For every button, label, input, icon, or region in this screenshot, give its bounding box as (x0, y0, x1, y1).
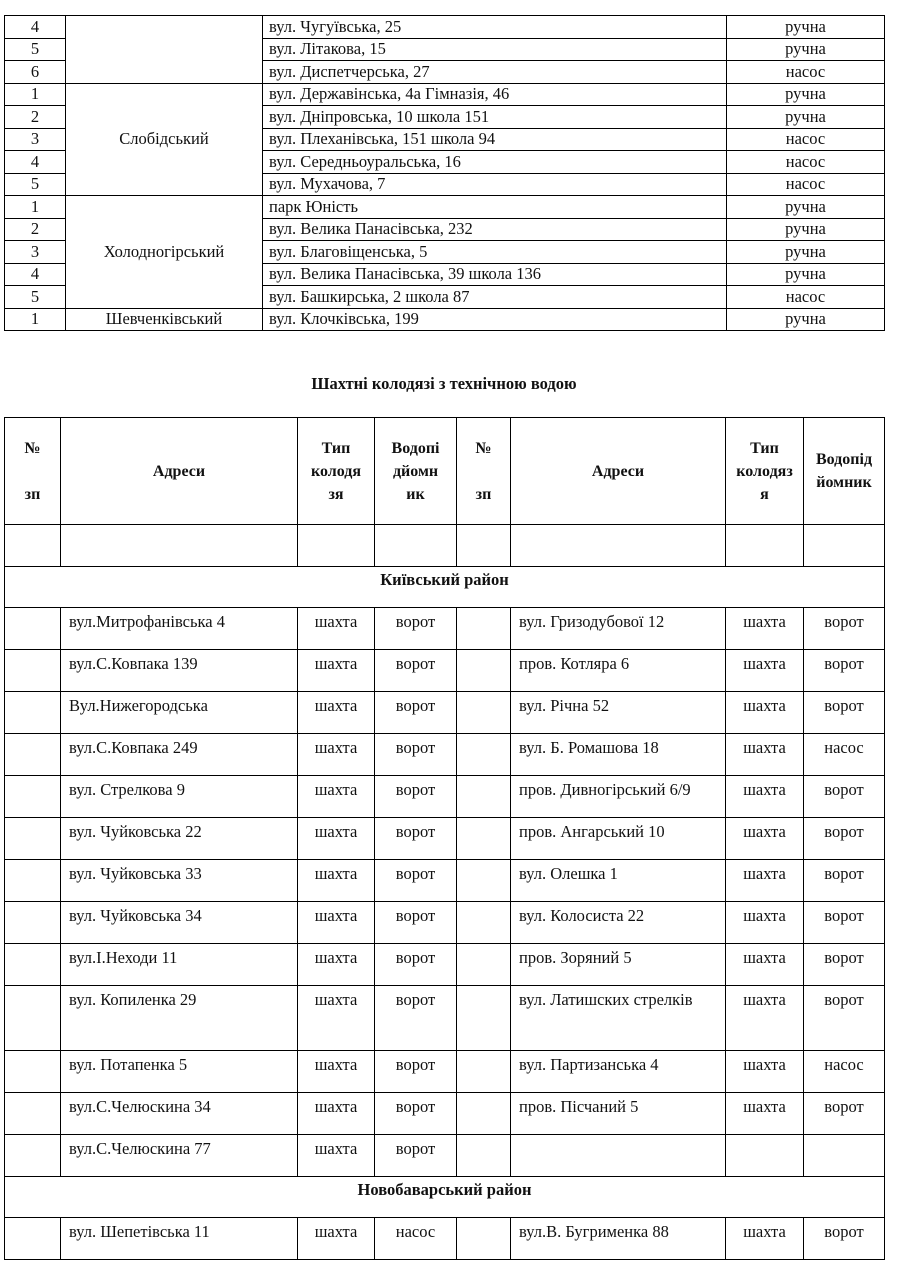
well-type-cell-right: шахта (726, 1218, 804, 1260)
address-cell: вул. Державінська, 4а Гімназія, 46 (263, 83, 727, 106)
pump-type-cell: насос (727, 128, 885, 151)
address-cell-right: вул. Латишских стрелків (511, 986, 726, 1051)
intake-cell: ворот (375, 818, 457, 860)
intake-cell-right: ворот (804, 986, 885, 1051)
row-number (5, 692, 61, 734)
table-row (5, 1218, 885, 1260)
district-cell: Шевченківський (66, 308, 263, 331)
well-type-cell: шахта (298, 650, 375, 692)
pump-type-cell: ручна (727, 308, 885, 331)
header-row (5, 418, 885, 525)
table-row (5, 692, 885, 734)
address-cell-right: вул. Б. Ромашова 18 (511, 734, 726, 776)
address-cell: вул. Велика Панасівська, 232 (263, 218, 727, 241)
row-number (5, 902, 61, 944)
section-heading: Шахтні колодязі з технічною водою (311, 374, 577, 393)
address-cell: вул. Клочківська, 199 (263, 308, 727, 331)
pump-type-cell: насос (727, 173, 885, 196)
col-intake-header-right: Водопід йомник (804, 418, 885, 525)
table-row (5, 818, 885, 860)
well-type-cell: шахта (298, 608, 375, 650)
row-number: 5 (5, 38, 66, 61)
pump-type-cell: ручна (727, 16, 885, 39)
district-title: Київський район (5, 567, 885, 608)
address-cell-right: пров. Дивногірський 6/9 (511, 776, 726, 818)
well-type-cell: шахта (298, 1093, 375, 1135)
row-number: 3 (5, 128, 66, 151)
well-type-cell: шахта (298, 1051, 375, 1093)
row-number (5, 986, 61, 1051)
address-cell-right: пров. Ангарський 10 (511, 818, 726, 860)
row-number-right (457, 1218, 511, 1260)
address-cell: вул.С.Ковпака 249 (61, 734, 298, 776)
row-number: 5 (5, 286, 66, 309)
row-number: 1 (5, 196, 66, 219)
intake-cell-right: насос (804, 734, 885, 776)
row-number: 4 (5, 263, 66, 286)
well-type-cell-right: шахта (726, 776, 804, 818)
address-cell: вул.С.Челюскина 34 (61, 1093, 298, 1135)
intake-cell: ворот (375, 734, 457, 776)
col-well-type-header: Тип колодя зя (298, 418, 375, 525)
technical-water-wells-table (4, 417, 885, 1260)
row-number-right (457, 902, 511, 944)
address-cell-right: вул. Колосиста 22 (511, 902, 726, 944)
row-number (5, 650, 61, 692)
row-number (5, 608, 61, 650)
address-cell: парк Юність (263, 196, 727, 219)
address-cell-right: пров. Зоряний 5 (511, 944, 726, 986)
address-cell-right: пров. Котляра 6 (511, 650, 726, 692)
address-cell: вул. Велика Панасівська, 39 школа 136 (263, 263, 727, 286)
address-cell-right: вул. Партизанська 4 (511, 1051, 726, 1093)
address-cell: вул.Митрофанівська 4 (61, 608, 298, 650)
row-number: 6 (5, 61, 66, 84)
address-cell: вул. Башкирська, 2 школа 87 (263, 286, 727, 309)
table-row (5, 608, 885, 650)
table-row (5, 776, 885, 818)
intake-cell-right: ворот (804, 1218, 885, 1260)
row-number: 1 (5, 308, 66, 331)
table-row (5, 1051, 885, 1093)
row-number-right (457, 860, 511, 902)
col-well-type-header-right: Тип колодяз я (726, 418, 804, 525)
row-number: 4 (5, 151, 66, 174)
well-type-cell-right: шахта (726, 986, 804, 1051)
row-number: 3 (5, 241, 66, 264)
intake-cell-right: ворот (804, 860, 885, 902)
intake-cell-right: ворот (804, 818, 885, 860)
address-cell: вул.С.Челюскина 77 (61, 1135, 298, 1177)
district-cell: Холодногірський (66, 196, 263, 309)
address-cell: вул.С.Ковпака 139 (61, 650, 298, 692)
district-row-novobavarskyi (5, 1177, 885, 1218)
row-number: 5 (5, 173, 66, 196)
row-number: 1 (5, 83, 66, 106)
well-type-cell: шахта (298, 986, 375, 1051)
row-number (5, 776, 61, 818)
table-row (5, 83, 885, 106)
intake-cell: ворот (375, 986, 457, 1051)
wells-list-table (4, 15, 885, 331)
address-cell: вул. Плеханівська, 151 школа 94 (263, 128, 727, 151)
row-number-right (457, 650, 511, 692)
well-type-cell: шахта (298, 860, 375, 902)
address-cell: вул. Благовіщенська, 5 (263, 241, 727, 264)
row-number-right (457, 986, 511, 1051)
pump-type-cell: ручна (727, 263, 885, 286)
col-address-header-right: Адреси (511, 418, 726, 525)
row-number-right (457, 608, 511, 650)
intake-cell: ворот (375, 650, 457, 692)
well-type-cell: шахта (298, 776, 375, 818)
address-cell: вул. Чуйковська 34 (61, 902, 298, 944)
pump-type-cell: ручна (727, 106, 885, 129)
address-cell: вул. Потапенка 5 (61, 1051, 298, 1093)
well-type-cell-right: шахта (726, 1051, 804, 1093)
intake-cell-right: ворот (804, 650, 885, 692)
row-number-right (457, 692, 511, 734)
well-type-cell: шахта (298, 902, 375, 944)
address-cell: вул. Дніпровська, 10 школа 151 (263, 106, 727, 129)
row-number-right (457, 1135, 511, 1177)
pump-type-cell: ручна (727, 241, 885, 264)
address-cell: вул. Мухачова, 7 (263, 173, 727, 196)
intake-cell-right: ворот (804, 1093, 885, 1135)
well-type-cell: шахта (298, 1218, 375, 1260)
table-row (5, 196, 885, 219)
row-number-right (457, 734, 511, 776)
address-cell: вул. Літакова, 15 (263, 38, 727, 61)
well-type-cell-right: шахта (726, 608, 804, 650)
well-type-cell: шахта (298, 818, 375, 860)
district-cell (66, 16, 263, 84)
intake-cell: ворот (375, 776, 457, 818)
address-cell: Вул.Нижегородська (61, 692, 298, 734)
row-number-right (457, 944, 511, 986)
address-cell: вул. Диспетчерська, 27 (263, 61, 727, 84)
pump-type-cell: ручна (727, 196, 885, 219)
well-type-cell: шахта (298, 734, 375, 776)
intake-cell: ворот (375, 1051, 457, 1093)
intake-cell-right (804, 1135, 885, 1177)
intake-cell: ворот (375, 944, 457, 986)
address-cell-right: вул. Річна 52 (511, 692, 726, 734)
row-number: 2 (5, 106, 66, 129)
table-row (5, 902, 885, 944)
intake-cell-right: ворот (804, 608, 885, 650)
intake-cell: ворот (375, 1093, 457, 1135)
intake-cell: ворот (375, 860, 457, 902)
table-row (5, 1135, 885, 1177)
intake-cell: ворот (375, 1135, 457, 1177)
col-intake-header: Водопі дйомн ик (375, 418, 457, 525)
col-address-header: Адреси (61, 418, 298, 525)
pump-type-cell: насос (727, 151, 885, 174)
well-type-cell: шахта (298, 1135, 375, 1177)
district-cell: Слобідський (66, 83, 263, 196)
intake-cell-right: насос (804, 1051, 885, 1093)
row-number (5, 1218, 61, 1260)
well-type-cell: шахта (298, 944, 375, 986)
intake-cell-right: ворот (804, 944, 885, 986)
col-num-header-right: № зп (457, 418, 511, 525)
table-row (5, 650, 885, 692)
well-type-cell-right: шахта (726, 818, 804, 860)
address-cell-right: вул. Олешка 1 (511, 860, 726, 902)
address-cell-right: вул.В. Бугрименка 88 (511, 1218, 726, 1260)
pump-type-cell: насос (727, 286, 885, 309)
table-row (5, 860, 885, 902)
address-cell-right: пров. Пісчаний 5 (511, 1093, 726, 1135)
address-cell: вул. Чуйковська 22 (61, 818, 298, 860)
well-type-cell-right: шахта (726, 944, 804, 986)
address-cell: вул. Чуйковська 33 (61, 860, 298, 902)
table-row (5, 944, 885, 986)
address-cell: вул. Копиленка 29 (61, 986, 298, 1051)
row-number (5, 1135, 61, 1177)
intake-cell-right: ворот (804, 692, 885, 734)
district-row-kyivskyi (5, 567, 885, 608)
address-cell-right: вул. Гризодубової 12 (511, 608, 726, 650)
intake-cell-right: ворот (804, 776, 885, 818)
table-row (5, 1093, 885, 1135)
table-row (5, 986, 885, 1051)
row-number: 4 (5, 16, 66, 39)
district-title: Новобаварський район (5, 1177, 885, 1218)
pump-type-cell: ручна (727, 38, 885, 61)
intake-cell: ворот (375, 692, 457, 734)
row-number (5, 944, 61, 986)
well-type-cell-right: шахта (726, 734, 804, 776)
row-number (5, 860, 61, 902)
table-row (5, 308, 885, 331)
address-cell: вул. Стрелкова 9 (61, 776, 298, 818)
address-cell-right (511, 1135, 726, 1177)
intake-cell-right: ворот (804, 902, 885, 944)
row-number-right (457, 1051, 511, 1093)
pump-type-cell: ручна (727, 83, 885, 106)
row-number (5, 734, 61, 776)
address-cell: вул. Середньоуральська, 16 (263, 151, 727, 174)
address-cell: вул.І.Неходи 11 (61, 944, 298, 986)
row-number (5, 1093, 61, 1135)
intake-cell: ворот (375, 608, 457, 650)
well-type-cell-right: шахта (726, 650, 804, 692)
row-number-right (457, 818, 511, 860)
well-type-cell: шахта (298, 692, 375, 734)
well-type-cell-right: шахта (726, 860, 804, 902)
table-row (5, 734, 885, 776)
col-num-header: № зп (5, 418, 61, 525)
intake-cell: насос (375, 1218, 457, 1260)
intake-cell: ворот (375, 902, 457, 944)
row-number-right (457, 1093, 511, 1135)
well-type-cell-right: шахта (726, 1093, 804, 1135)
row-number: 2 (5, 218, 66, 241)
empty-row (5, 525, 885, 567)
pump-type-cell: ручна (727, 218, 885, 241)
table-row (5, 16, 885, 39)
address-cell: вул. Чугуївська, 25 (263, 16, 727, 39)
row-number (5, 818, 61, 860)
well-type-cell-right (726, 1135, 804, 1177)
pump-type-cell: насос (727, 61, 885, 84)
row-number-right (457, 776, 511, 818)
well-type-cell-right: шахта (726, 902, 804, 944)
row-number (5, 1051, 61, 1093)
address-cell: вул. Шепетівська 11 (61, 1218, 298, 1260)
well-type-cell-right: шахта (726, 692, 804, 734)
